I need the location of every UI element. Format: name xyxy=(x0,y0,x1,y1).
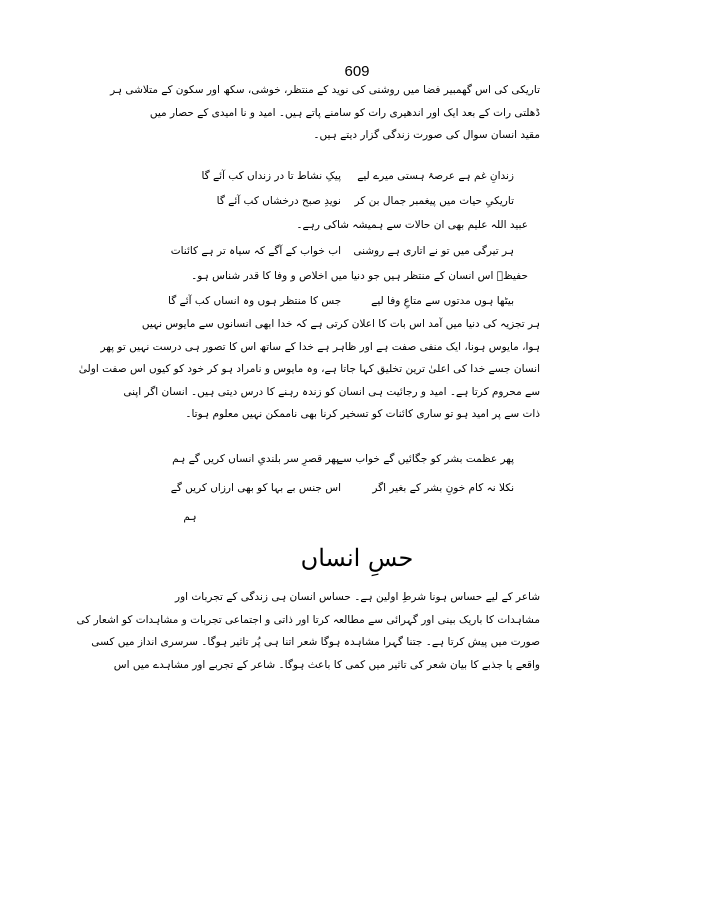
misra-second: اس جنس بے بہا کو بھی ارزاں کریں گے xyxy=(170,481,341,494)
couplet-line xyxy=(168,165,540,188)
section-heading: حسِ انساں xyxy=(300,544,414,572)
intro-line: عبید اللہ علیم بھی ان حالات سے ہمیشہ شاکی رہے۔ xyxy=(296,219,528,231)
paragraph-line: شاعر کے لیے حساس ہونا شرطِ اولین ہے۔ حساس انسان ہی زندگی کے تجربات اور xyxy=(175,591,540,603)
couplet-1 xyxy=(168,165,540,212)
misra-first: زندانِ غم ہے عرصۂ ہستی میرے لیے xyxy=(357,170,514,182)
couplet-line xyxy=(168,240,540,263)
couplet-line xyxy=(168,448,540,471)
couplet-4 xyxy=(168,448,540,499)
paragraph-line: سے محروم کرتا ہے۔ امید و رجائیت ہی انسان کو زندہ رہنے کا درس دیتی ہیں۔ انسان اگر اپنی xyxy=(123,385,540,398)
misra-first: پھر عظمت بشر کو جگائیں گے خواب سے xyxy=(336,453,514,465)
paragraph-line: مشاہدات کا باریک بینی اور گہرائی سے مطالعہ کرتا اور ذاتی و اجتماعی تجربات و مشاہدات کو اشعار کی xyxy=(76,613,540,626)
paragraph-2 xyxy=(78,313,540,426)
misra-second: جس کا منتظر ہوں وہ انساں کب آئے گا xyxy=(168,295,342,307)
couplet-line xyxy=(168,290,540,313)
paragraph-line: ذات سے پر امید ہو تو ساری کائنات کو تسخیر کرنا بھی ناممکن نہیں معلوم ہوتا۔ xyxy=(185,408,540,420)
couplet-line xyxy=(168,477,540,500)
paragraph-line: ڈھلتی رات کے بعد ایک اور اندھیری رات کو سامنے پاتے ہیں۔ امید و نا امیدی کے حصار میں xyxy=(149,106,540,119)
misra-second: پھر قصرِ سر بلندیِ انساں کریں گے ہم xyxy=(172,453,339,465)
misra-first: تاریکیِ حیات میں پیغمبر جمال بن کر xyxy=(354,194,514,207)
couplet-2 xyxy=(168,240,540,263)
paragraph-line: تاریکی کی اس گھمبیر فضا میں روشنی کی نوید کے منتظر، خوشی، سکھ اور سکون کے متلاشی ہر xyxy=(110,84,540,96)
misra-first: بیٹھا ہوں مدتوں سے متاعِ وفا لیے xyxy=(371,295,514,307)
paragraph-line: انسان جسے خدا کی اعلیٰ ترین تخلیق کہا جاتا ہے، وہ مایوس و نامراد ہو کر خود کو کیوں اس صفت اولیٰ xyxy=(78,363,540,375)
couplet-line xyxy=(168,190,540,213)
misra-second: نویدِ صبح درخشاں کب آئے گا xyxy=(216,194,341,207)
paragraph-1 xyxy=(110,79,540,147)
misra-second: پیکِ نشاط تا در زنداں کب آئے گا xyxy=(201,170,341,182)
paragraph-line: ہر تجزیہ کی دنیا میں آمد اس بات کا اعلان کرتی ہے کہ خدا ابھی انسانوں سے مایوس نہیں xyxy=(141,318,540,330)
page-number: 609 xyxy=(344,63,370,80)
misra-second: اب خواب کے آگے کہ سیاہ تر ہے کائنات xyxy=(170,245,341,257)
paragraph-line: صورت میں پیش کرتا ہے۔ جتنا گہرا مشاہدہ ہوگا شعر اتنا ہی پُر تاثیر ہوگا۔ سرسری انداز میں کسی xyxy=(91,636,540,648)
misra-first: ہر تیرگی میں تو نے اتاری ہے روشنی xyxy=(353,245,514,257)
paragraph-line: مقید انسان سوال کی صورت زندگی گزار دیتے ہیں۔ xyxy=(313,129,540,141)
paragraph-line: واقعے یا جذبے کا بیان شعر کی تاثیر میں کمی کا باعث ہوگا۔ شاعر کے تجربے اور مشاہدے میں اس xyxy=(113,658,540,671)
misra-first: نکلا نہ کام خونِ بشر کے بغیر اگر xyxy=(372,481,514,494)
paragraph-line: ہوا، مایوس ہونا، ایک منفی صفت ہے اور ظاہر ہے خدا کے ساتھ اس کا تصور ہی درست نہیں تو پھر xyxy=(100,340,540,353)
intro-line: حفیظؔ اس انسان کے منتظر ہیں جو دنیا میں اخلاص و وفا کا قدر شناس ہو۔ xyxy=(191,270,528,282)
paragraph-3 xyxy=(76,586,540,676)
orphan-word: ہم xyxy=(183,511,197,523)
couplet-3 xyxy=(168,290,540,313)
